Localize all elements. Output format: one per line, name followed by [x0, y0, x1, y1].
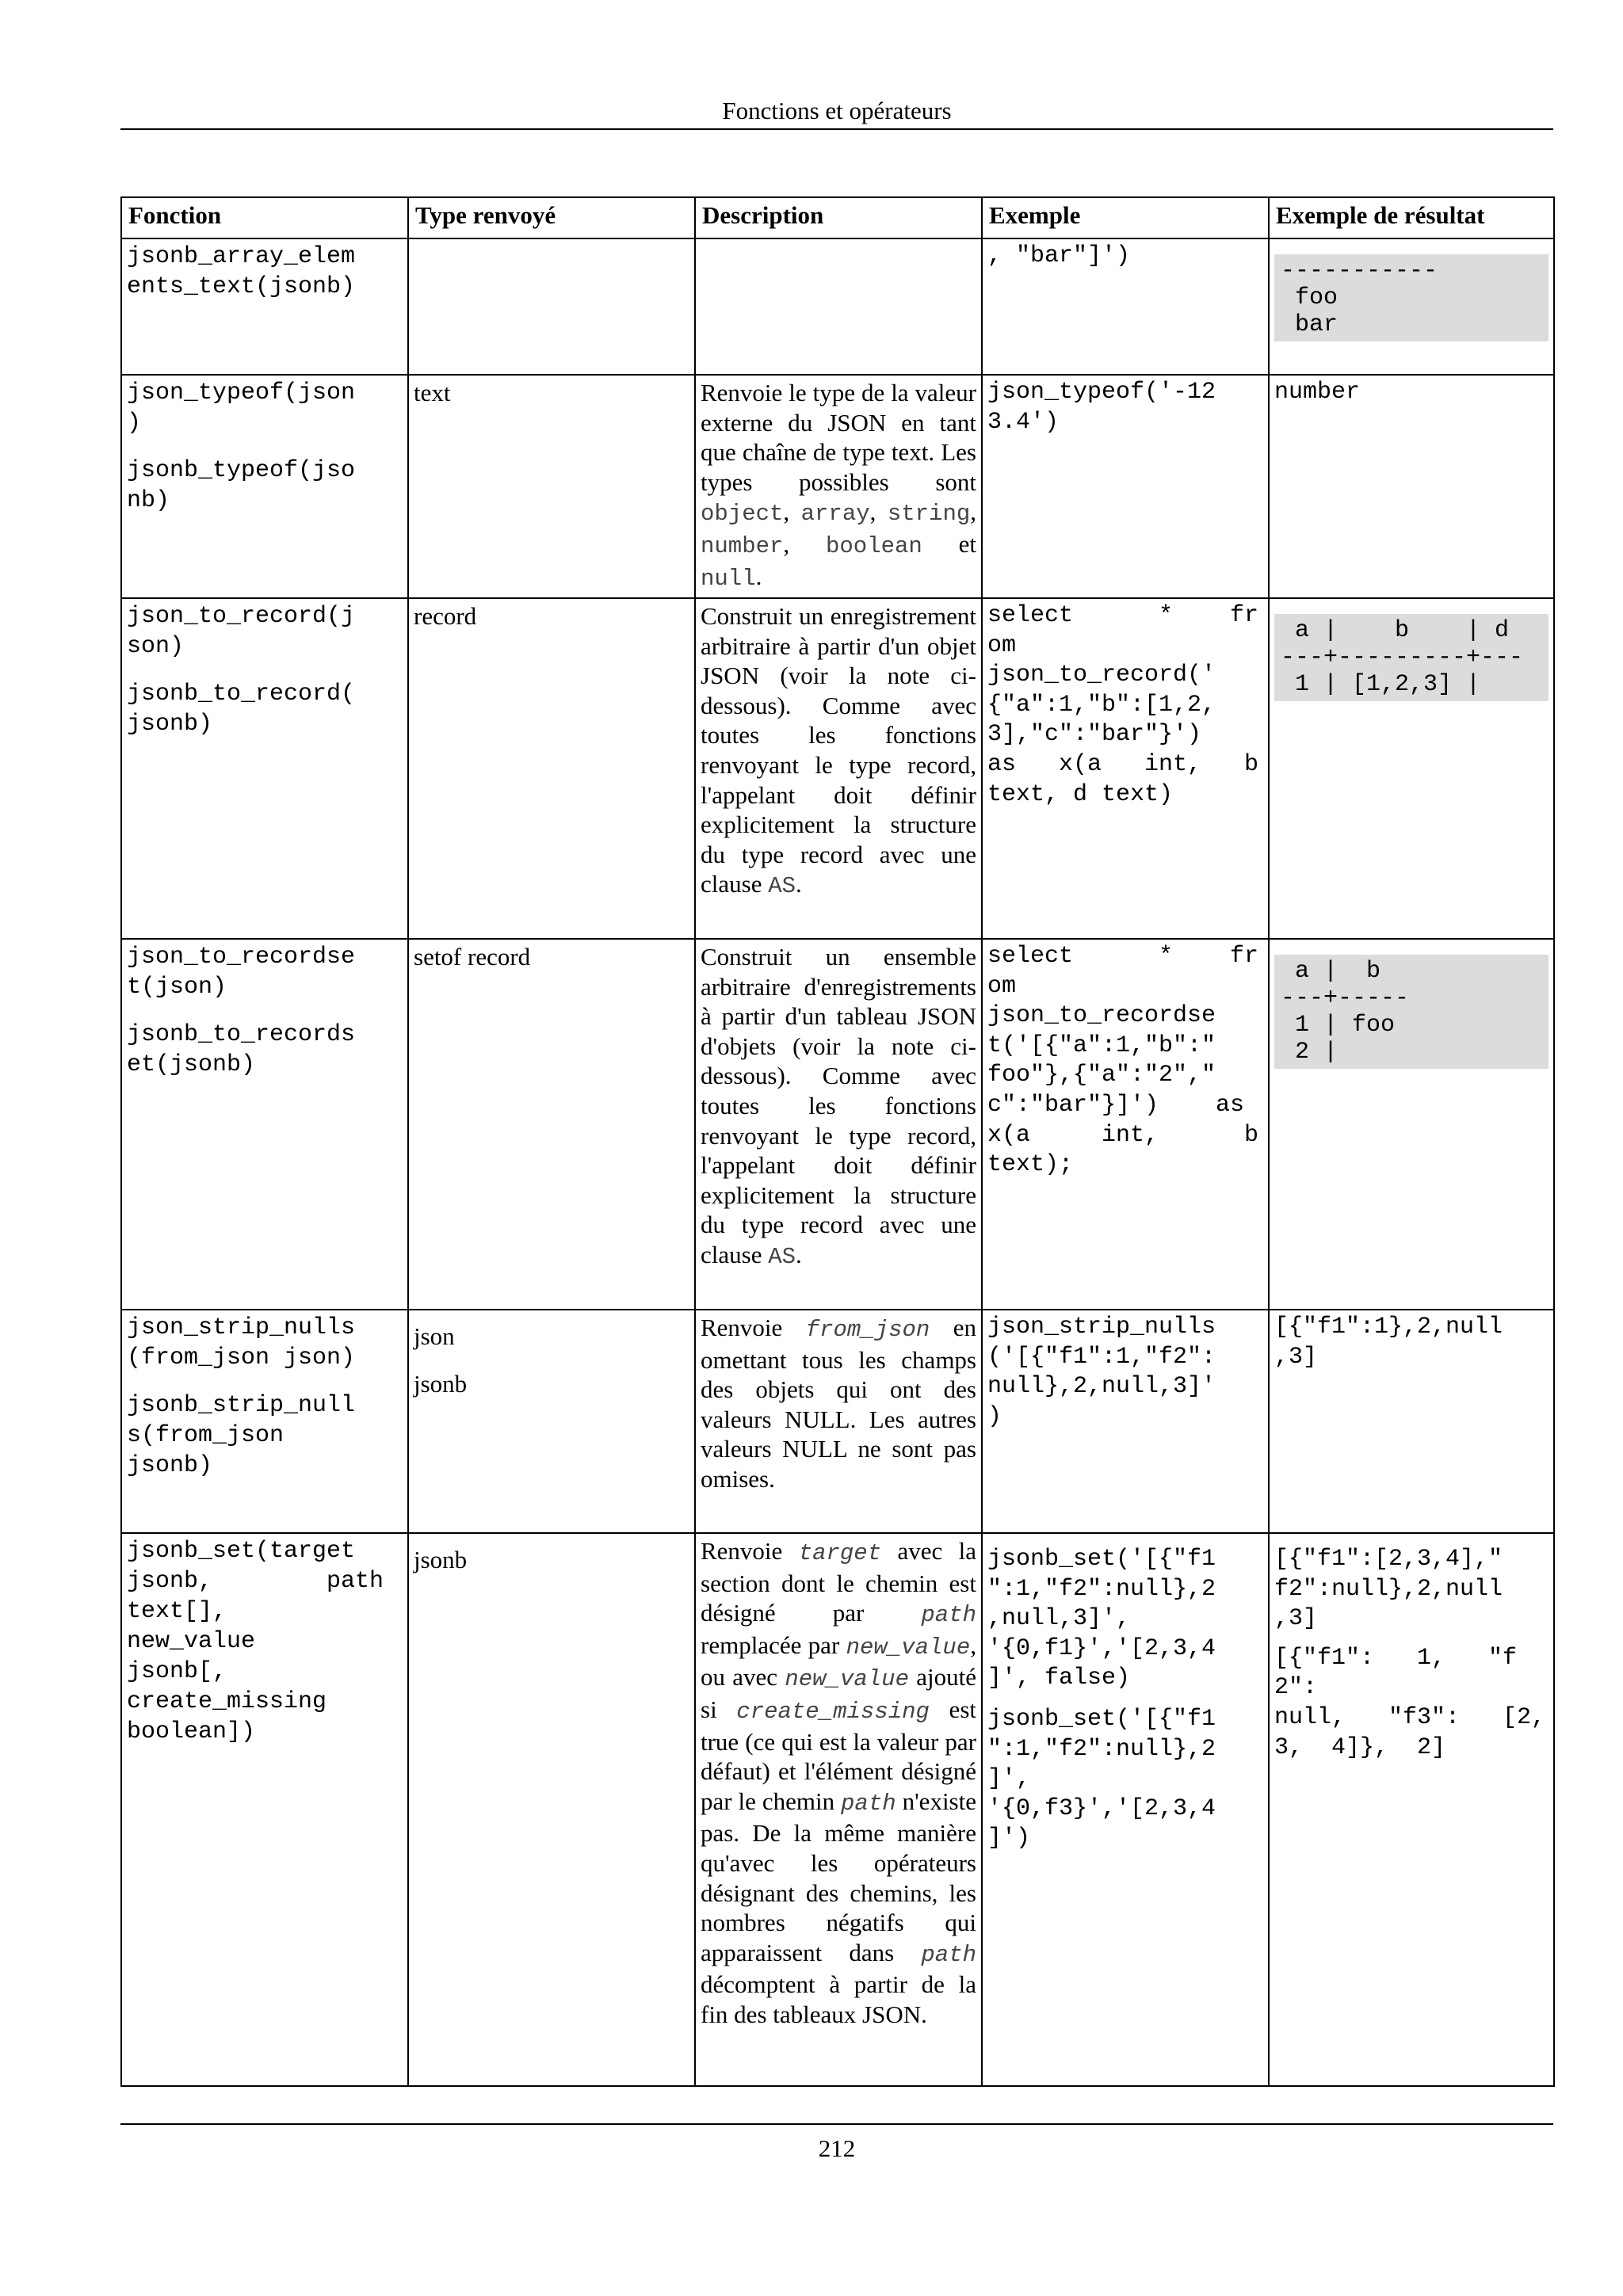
example-code: select * from json_to_recordse t('[{"a":1,"b":" foo"},{"a":"2"," c":"bar"}]') as x(a int, b text); — [987, 943, 1259, 1179]
example-code: select * from json_to_record(' {"a":1,"b":[1,2, 3],"c":"bar"}') as x(a int, b text, d text) — [987, 602, 1259, 808]
function-cell — [121, 598, 408, 939]
description-cell — [695, 238, 982, 375]
example-code: jsonb_set('[{"f1 ":1,"f2":null},2 ]', '{0,f3}','[2,3,4 ]') — [987, 1705, 1216, 1852]
function-signature: jsonb_to_record( jsonb) — [127, 681, 356, 738]
function-table — [120, 196, 1555, 2087]
inline-code: path — [921, 1602, 976, 1629]
return-type: jsonb — [414, 1370, 468, 1398]
result-cell — [1269, 939, 1554, 1310]
return-type: record — [414, 602, 477, 630]
description-text: remplacée par — [701, 1630, 846, 1659]
result-value: [{"f1": 1, "f2": null, "f3": [2, 3, 4]}, 2] — [1274, 1644, 1546, 1761]
description-text: Renvoie — [701, 1314, 806, 1341]
table-header-row — [121, 197, 1554, 238]
description-text: , — [783, 498, 801, 526]
table-row — [121, 1310, 1554, 1533]
table-row — [121, 939, 1554, 1310]
page-footer — [120, 2123, 1553, 2164]
function-cell — [121, 375, 408, 598]
inline-code: number — [701, 532, 784, 559]
inline-code: string — [887, 501, 971, 528]
function-signature: jsonb_strip_null s(from_json jsonb) — [127, 1392, 356, 1479]
result-cell — [1269, 1533, 1554, 2086]
function-signature: json_typeof(json ) — [127, 379, 356, 437]
inline-code: AS — [768, 873, 796, 900]
description-text: n'existe pas. De la même manière qu'avec les opérateurs désignant des chemins, les nombres négatifs qui apparaissent dans — [701, 1787, 976, 1966]
return-type-cell — [408, 1533, 695, 2086]
return-type-cell — [408, 598, 695, 939]
description-text: et — [922, 529, 976, 558]
table-row — [121, 598, 1554, 939]
return-type-cell — [408, 939, 695, 1310]
inline-code: array — [800, 501, 870, 528]
inline-code: new_value — [846, 1634, 971, 1661]
function-signature: jsonb_typeof(jso nb) — [127, 457, 356, 514]
result-box: a | b ---+----- 1 | foo 2 | — [1274, 955, 1549, 1069]
function-cell — [121, 1310, 408, 1533]
return-type: jsonb — [414, 1546, 468, 1573]
inline-code: boolean — [825, 532, 922, 559]
inline-code: AS — [768, 1243, 796, 1270]
page-header — [120, 93, 1553, 130]
example-cell — [982, 939, 1269, 1310]
function-signature: jsonb_to_records et(jsonb) — [127, 1021, 356, 1078]
result-value: number — [1274, 379, 1361, 406]
function-cell — [121, 939, 408, 1310]
description-text: avec la section dont le chemin est désigné par — [701, 1537, 976, 1627]
example-code: , "bar"]') — [987, 242, 1131, 269]
example-cell — [982, 598, 1269, 939]
inline-code: object — [701, 501, 784, 528]
function-signature: json_strip_nulls (from_json json) — [127, 1314, 356, 1371]
description-text: Construit un ensemble arbitraire d'enregistrements à partir d'un tableau JSON d'objets (voir la note ci-dessous). Comme avec toutes les fonctions renvoyant le type record, l'appelant doit définir explicitement la structure du type record avec une clause — [701, 943, 976, 1268]
table-row — [121, 238, 1554, 375]
inline-code: path — [921, 1941, 976, 1968]
result-cell — [1269, 238, 1554, 375]
description-cell — [695, 598, 982, 939]
column-header-exemple-resultat: Exemple de résultat — [1269, 197, 1554, 238]
table-row — [121, 1533, 1554, 2086]
description-text: , — [869, 498, 888, 526]
description-text: . — [796, 870, 802, 898]
function-cell — [121, 1533, 408, 2086]
description-text: . — [755, 562, 762, 590]
page-header-title: Fonctions et opérateurs — [722, 97, 952, 124]
table-row — [121, 375, 1554, 598]
description-text: Renvoie le type de la valeur externe du JSON en tant que chaîne de type text. Les types possibles sont — [701, 379, 976, 496]
result-box: a | b | d ---+---------+--- 1 | [1,2,3] | — [1274, 614, 1549, 701]
result-box: ----------- foo bar — [1274, 254, 1549, 341]
return-type-cell — [408, 1310, 695, 1533]
function-signature: json_to_recordse t(json) — [127, 944, 356, 1001]
description-cell — [695, 1533, 982, 2086]
description-cell — [695, 939, 982, 1310]
description-text: Renvoie — [701, 1537, 799, 1565]
description-cell — [695, 1310, 982, 1533]
description-text: décomptent à partir de la fin des tableaux JSON. — [701, 1970, 976, 2028]
example-code: jsonb_set('[{"f1 ":1,"f2":null},2 ,null,3]', '{0,f1}','[2,3,4 ]', false) — [987, 1546, 1216, 1692]
result-cell — [1269, 1310, 1554, 1533]
result-value: [{"f1":1},2,null ,3] — [1274, 1314, 1503, 1371]
inline-code: create_missing — [736, 1698, 930, 1725]
example-cell — [982, 1310, 1269, 1533]
return-type: setof record — [414, 943, 531, 971]
column-header-type-renvoye: Type renvoyé — [408, 197, 695, 238]
function-signature: jsonb_array_elem ents_text(jsonb) — [127, 243, 356, 300]
example-cell — [982, 1533, 1269, 2086]
return-type-cell — [408, 375, 695, 598]
page-number: 212 — [818, 2134, 856, 2162]
description-text: . — [796, 1240, 802, 1268]
inline-code: new_value — [785, 1666, 909, 1693]
column-header-exemple: Exemple — [982, 197, 1269, 238]
inline-code: path — [841, 1790, 896, 1817]
return-type: json — [414, 1322, 455, 1350]
example-cell — [982, 375, 1269, 598]
description-text: , — [970, 498, 977, 526]
example-code: json_typeof('-12 3.4') — [987, 379, 1216, 436]
result-cell — [1269, 375, 1554, 598]
description-text: , ou avec — [701, 1630, 976, 1691]
description-text: est true (ce qui est la valeur par défaut) et l'élément désigné par le chemin — [701, 1695, 976, 1815]
function-signature: json_to_record(j son) — [127, 603, 356, 660]
result-cell — [1269, 598, 1554, 939]
description-text: ajouté si — [701, 1663, 977, 1723]
inline-code: from_json — [805, 1317, 930, 1343]
inline-code: null — [701, 565, 756, 592]
result-value: [{"f1":[2,3,4]," f2":null},2,null ,3] — [1274, 1546, 1503, 1633]
column-header-description: Description — [695, 197, 982, 238]
description-text: Construit un enregistrement arbitraire à partir d'un objet JSON (voir la note ci-dessous). Comme avec toutes les fonctions renvoyant le type record, l'appelant doit définir explicitement la structure du type record avec une clause — [701, 602, 976, 898]
function-signature: jsonb_set(target jsonb, path text[], new_value jsonb[, create_missing boolean]) — [127, 1538, 384, 1745]
column-header-fonction: Fonction — [121, 197, 408, 238]
example-cell — [982, 238, 1269, 375]
description-cell — [695, 375, 982, 598]
function-cell — [121, 238, 408, 375]
example-code: json_strip_nulls ('[{"f1":1,"f2": null},2,null,3]' ) — [987, 1314, 1216, 1430]
description-text: , — [783, 529, 826, 558]
description-text: en omettant tous les champs des objets qui ont des valeurs NULL. Les autres valeurs NULL ne sont pas omises. — [701, 1314, 976, 1493]
return-type-cell — [408, 238, 695, 375]
return-type: text — [414, 379, 451, 406]
inline-code: target — [798, 1540, 882, 1566]
